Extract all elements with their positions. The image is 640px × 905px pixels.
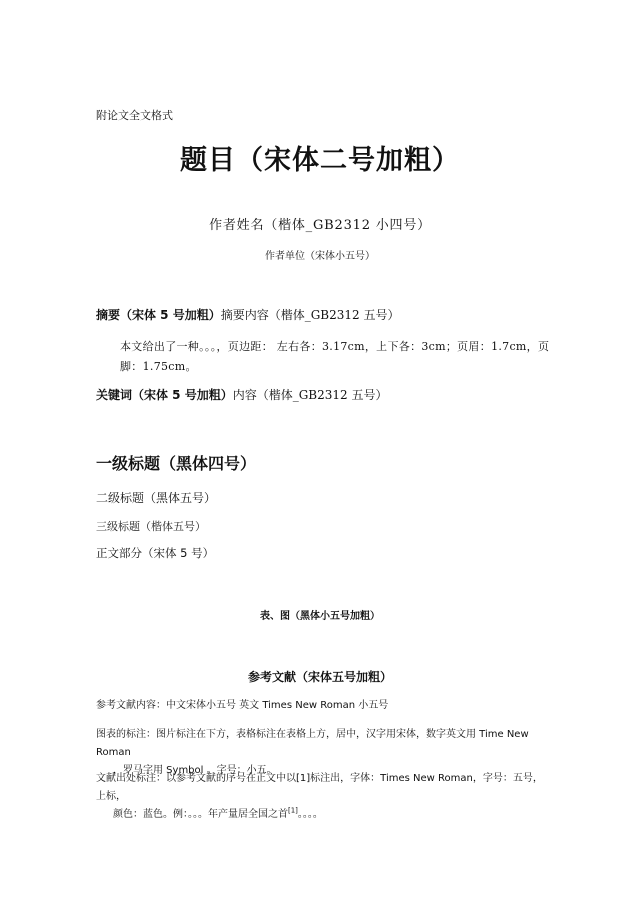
abstract-label: 摘要（宋体 5 号加粗） [96, 308, 221, 322]
figures-note-line-2: ，罗马字用 Symbol 。字号：小五。 [113, 765, 277, 776]
author-affiliation: 作者单位（宋体小五号） [265, 251, 375, 262]
page-title: 题目（宋体二号加粗） [180, 145, 460, 176]
heading-level-2: 二级标题（黑体五号） [96, 491, 217, 505]
citation-note-line-2-text: 颜色：蓝色。例：。。。年产量居全国之首 [113, 809, 288, 820]
author-name: 作者姓名（楷体_GB2312 小四号） [209, 218, 431, 233]
references-note-citation [96, 770, 546, 824]
table-figure-caption: 表、图（黑体小五号加粗） [260, 611, 380, 622]
citation-note-line-2 [96, 806, 546, 824]
body-text-spec: 正文部分（宋体 5 号） [96, 546, 215, 560]
abstract-body-line-1: 本文给出了一种。。。，页边距： 左右各：3.17cm，上下各：3cm；页眉：1.7cm，页 [120, 340, 550, 353]
citation-superscript: [1] [288, 806, 298, 815]
header-note: 附论文全文格式 [96, 109, 173, 122]
heading-level-1: 一级标题（黑体四号） [96, 454, 257, 473]
abstract-content-hint: 摘要内容（楷体_GB2312 五号） [220, 308, 400, 322]
heading-level-3: 三级标题（楷体五号） [96, 520, 206, 533]
abstract-body [120, 337, 550, 377]
abstract-body-line-2: 脚：1.75cm。 [120, 360, 197, 373]
figures-note-line-1: 图表的标注：图片标注在下方，表格标注在表格上方，居中，汉字用宋体，数字英文用 Time New Roman [96, 729, 529, 758]
citation-note-line-2-tail: 。。。。 [297, 809, 323, 820]
keywords-content-hint: 内容（楷体_GB2312 五号） [232, 388, 388, 402]
citation-note-line-1: 文献出处标注：以参考文献的序号在正文中以[1]标注出，字体：Times New Roman，字号：五号，上标， [96, 773, 543, 802]
abstract-heading-line [96, 306, 399, 323]
keywords-line [96, 386, 387, 403]
keywords-label: 关键词（宋体 5 号加粗） [96, 388, 233, 402]
references-title: 参考文献（宋体五号加粗） [247, 670, 392, 684]
references-note-content: 参考文献内容：中文宋体小五号 英文 Times New Roman 小五号 [96, 700, 389, 711]
